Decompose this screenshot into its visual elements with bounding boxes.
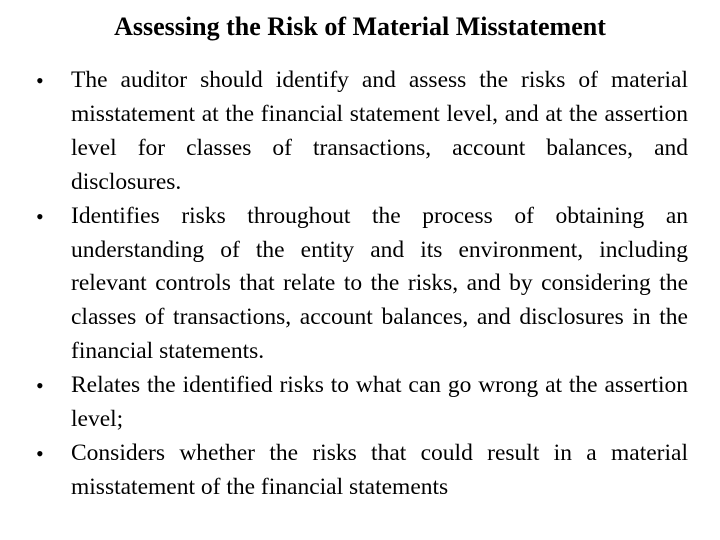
bullet-item xyxy=(36,369,688,437)
bullet-list xyxy=(36,64,688,505)
bullet-icon: • xyxy=(36,68,44,93)
bullet-text: The auditor should identify and assess the risks of material misstatement at the financial statement level, and at the assertion level for classes of transactions, account balances, and disclosures. xyxy=(71,67,688,195)
bullet-icon: • xyxy=(36,373,44,399)
bullet-icon: • xyxy=(36,203,44,229)
slide-title: Assessing the Risk of Material Misstatement xyxy=(114,12,606,41)
bullet-icon: • xyxy=(36,440,44,466)
bullet-text: Relates the identified risks to what can go wrong at the assertion level; xyxy=(71,372,688,433)
bullet-item xyxy=(36,200,688,370)
bullet-text: Identifies risks throughout the process of obtaining an understanding of the entity and its environment, including relevant controls that relate to the risks, and by considering the classes of transactions, account balances, and disclosures in the financial statements. xyxy=(71,202,688,365)
bullet-item xyxy=(36,437,688,505)
bullet-text: Considers whether the risks that could result in a material misstatement of the financial statements xyxy=(71,439,688,500)
bullet-item xyxy=(36,64,688,200)
